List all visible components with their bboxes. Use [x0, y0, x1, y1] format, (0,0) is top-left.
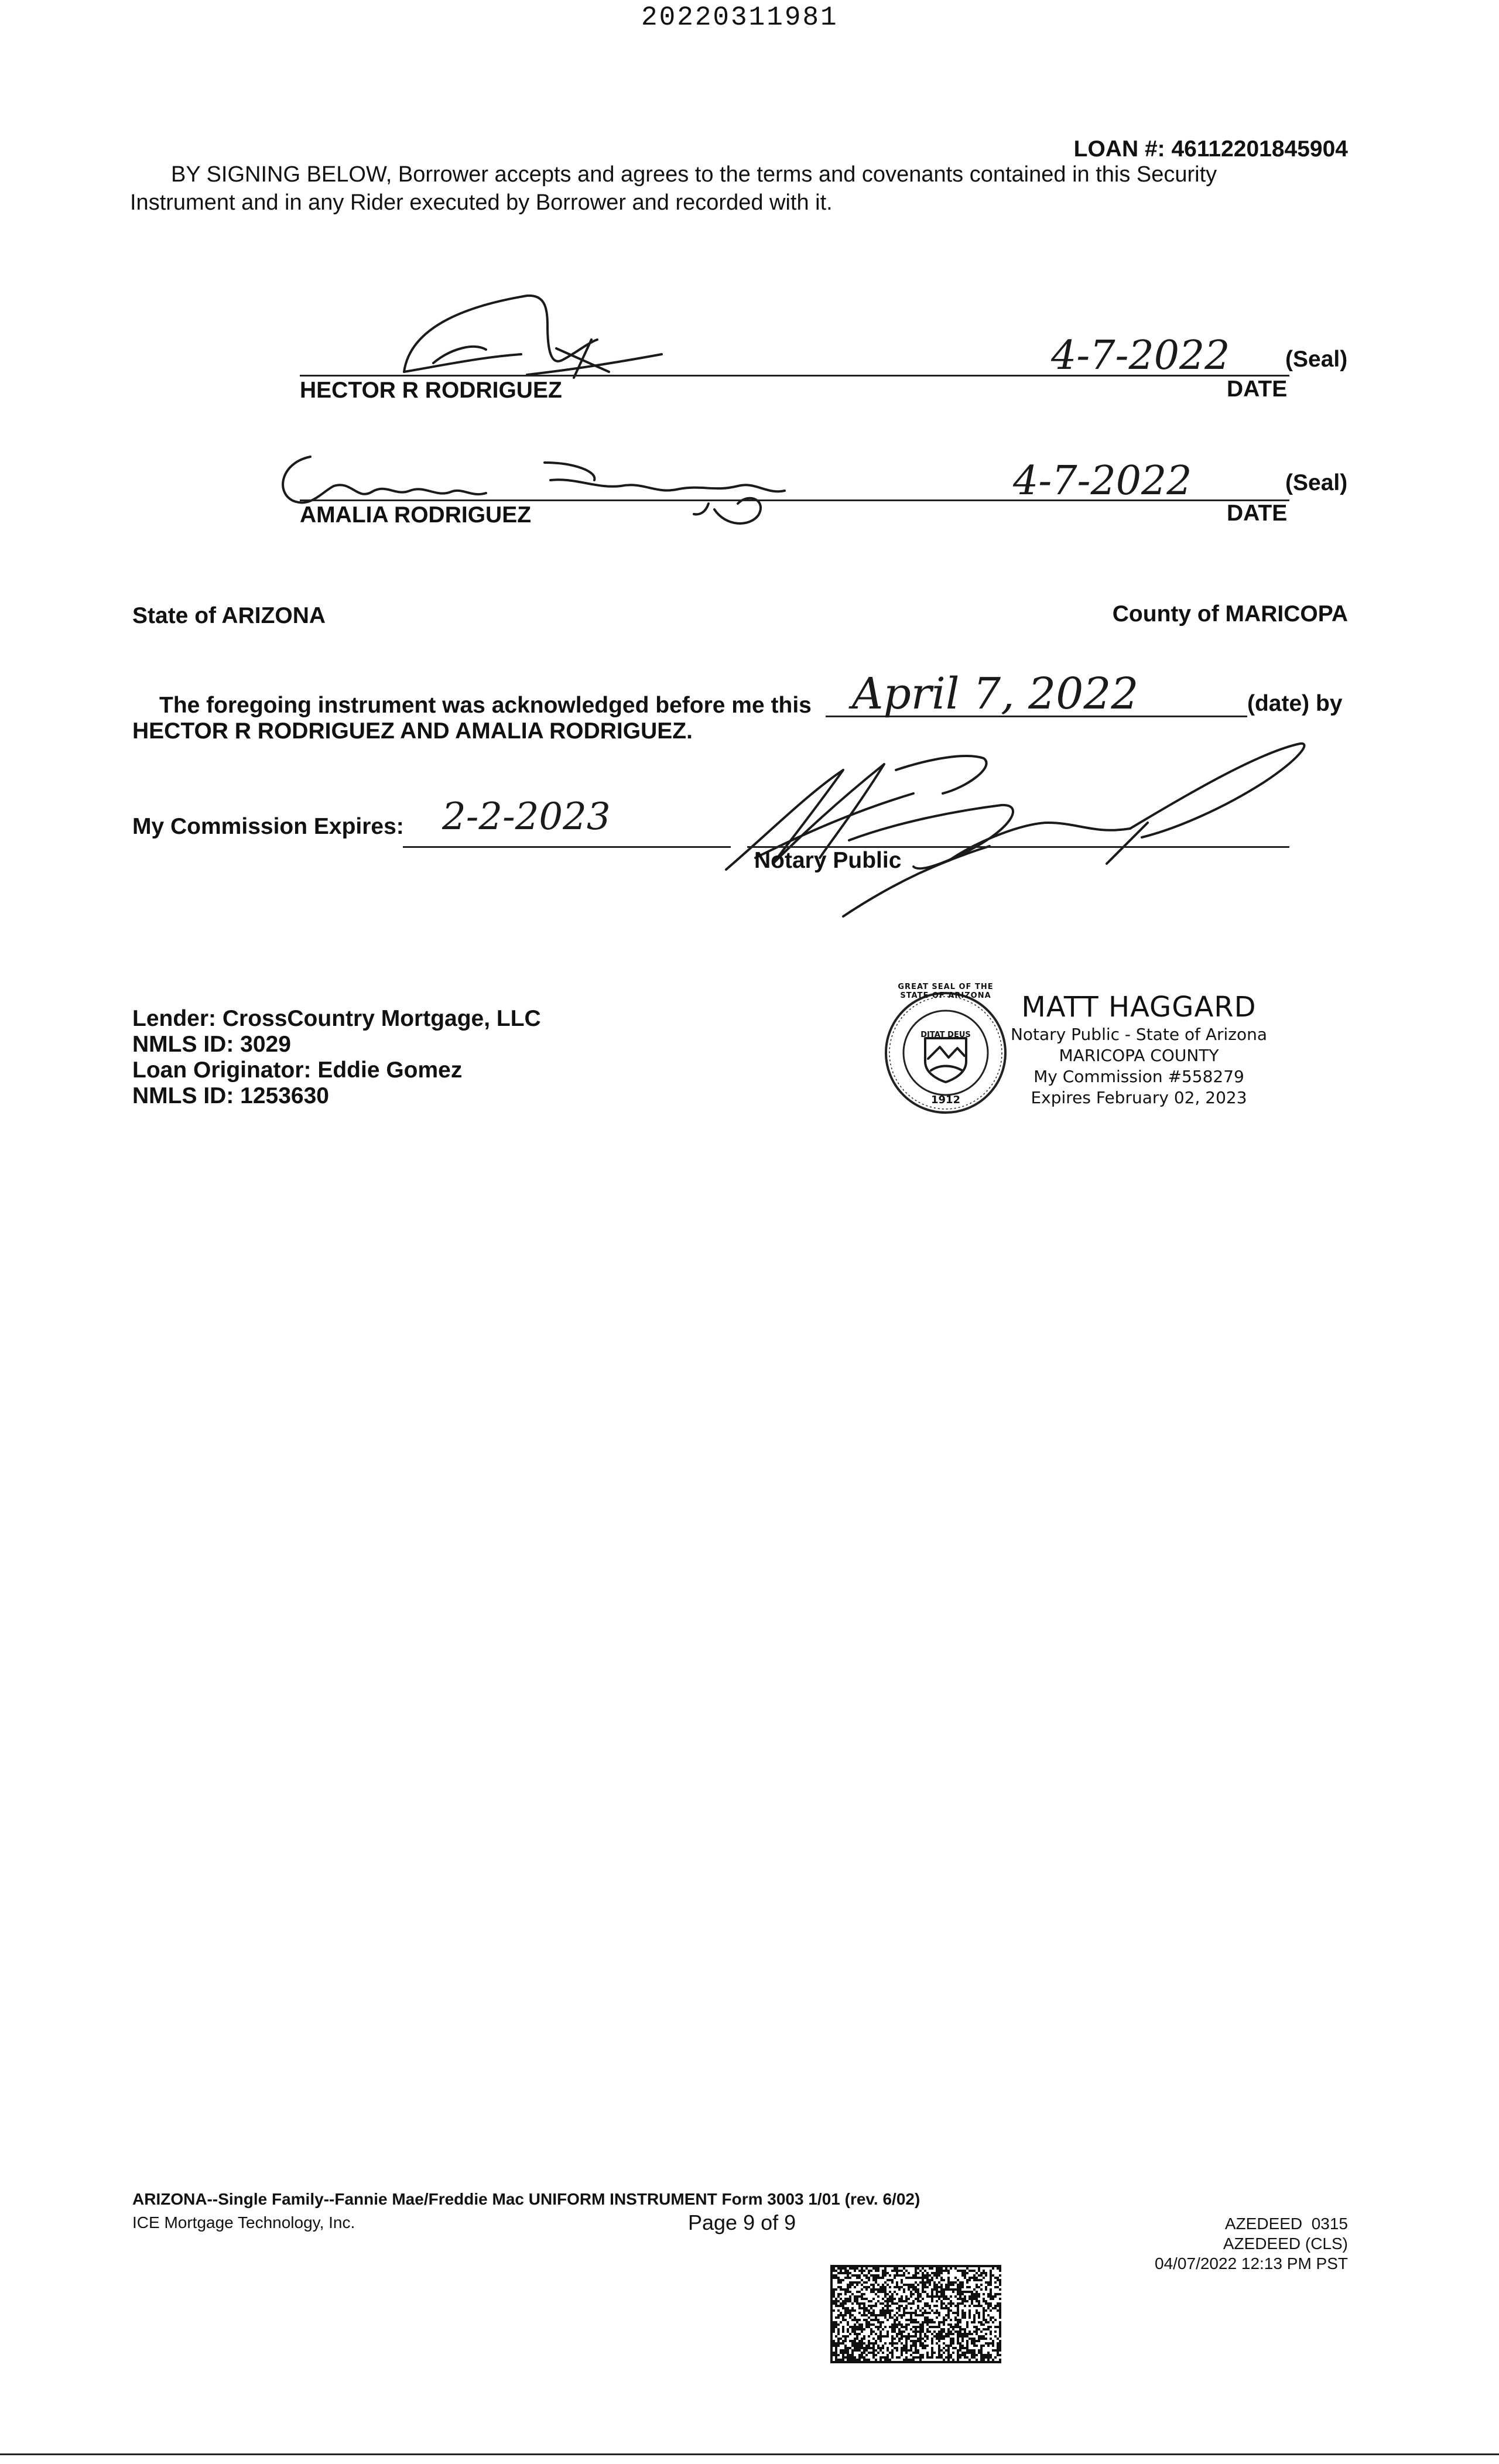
barcode-icon — [830, 2265, 1001, 2363]
commission-label: My Commission Expires: — [132, 814, 404, 839]
acknowledgment-date-suffix: (date) by — [1247, 691, 1343, 716]
intro-line-2: Instrument and in any Rider executed by Borrower and recorded with it. — [130, 190, 833, 215]
borrower-1-seal: (Seal) — [1285, 347, 1348, 372]
footer-code-1: AZEDEED 0315 — [1224, 2215, 1348, 2233]
footer-company: ICE Mortgage Technology, Inc. — [132, 2213, 355, 2232]
county-label: County of MARICOPA — [1112, 601, 1348, 627]
borrower-2-date-handwritten: 4-7-2022 — [1013, 458, 1192, 504]
document-number: 20220311981 — [641, 2, 839, 33]
loan-label: LOAN #: — [1073, 136, 1165, 162]
notary-stamp-line-1: Notary Public - State of Arizona — [1010, 1025, 1268, 1044]
commission-line — [403, 846, 731, 848]
commission-date-handwritten: 2-2-2023 — [442, 795, 611, 839]
acknowledgment-date-handwritten: April 7, 2022 — [852, 669, 1139, 719]
borrower-1-date-label: DATE — [1227, 377, 1288, 402]
lender-name: Lender: CrossCountry Mortgage, LLC — [132, 1006, 541, 1031]
borrower-1-date-handwritten: 4-7-2022 — [1051, 333, 1230, 379]
footer-timestamp: 04/07/2022 12:13 PM PST — [1155, 2254, 1348, 2273]
borrower-2-name: AMALIA RODRIGUEZ — [300, 502, 532, 528]
borrower-2-date-label: DATE — [1227, 501, 1288, 526]
intro-line-1: BY SIGNING BELOW, Borrower accepts and agrees to the terms and covenants contained in this Security — [171, 162, 1217, 187]
footer-code-2: AZEDEED (CLS) — [1223, 2234, 1348, 2253]
seal-ring-text: GREAT SEAL OF THE STATE OF ARIZONA — [898, 983, 994, 1000]
loan-value: 46112201845904 — [1171, 136, 1348, 162]
acknowledgment-names: HECTOR R RODRIGUEZ AND AMALIA RODRIGUEZ. — [132, 718, 693, 744]
footer-form-line: ARIZONA--Single Family--Fannie Mae/Freddie Mac UNIFORM INSTRUMENT Form 3003 1/01 (rev. 6/02) — [132, 2190, 920, 2208]
state-label: State of ARIZONA — [132, 603, 326, 628]
notary-stamp-name: MATT HAGGARD — [1021, 991, 1257, 1024]
borrower-1-name: HECTOR R RODRIGUEZ — [300, 378, 562, 403]
bottom-rule — [0, 2453, 1499, 2455]
footer-page-number: Page 9 of 9 — [688, 2210, 796, 2234]
acknowledgment-text: The foregoing instrument was acknowledged before me this — [159, 693, 812, 718]
notary-public-label: Notary Public — [754, 848, 902, 873]
originator-nmls: NMLS ID: 1253630 — [132, 1083, 329, 1108]
notary-stamp-line-2: MARICOPA COUNTY — [1059, 1046, 1219, 1065]
seal-inner-text: DITAT DEUS — [920, 1031, 971, 1039]
seal-year: 1912 — [930, 1094, 961, 1106]
borrower-2-seal: (Seal) — [1285, 470, 1348, 495]
lender-nmls: NMLS ID: 3029 — [132, 1032, 291, 1057]
notary-stamp-line-4: Expires February 02, 2023 — [1031, 1088, 1247, 1107]
loan-originator: Loan Originator: Eddie Gomez — [132, 1058, 463, 1083]
notary-stamp-line-3: My Commission #558279 — [1033, 1067, 1244, 1086]
loan-number — [1074, 136, 1348, 163]
notary-signature — [720, 735, 1341, 922]
